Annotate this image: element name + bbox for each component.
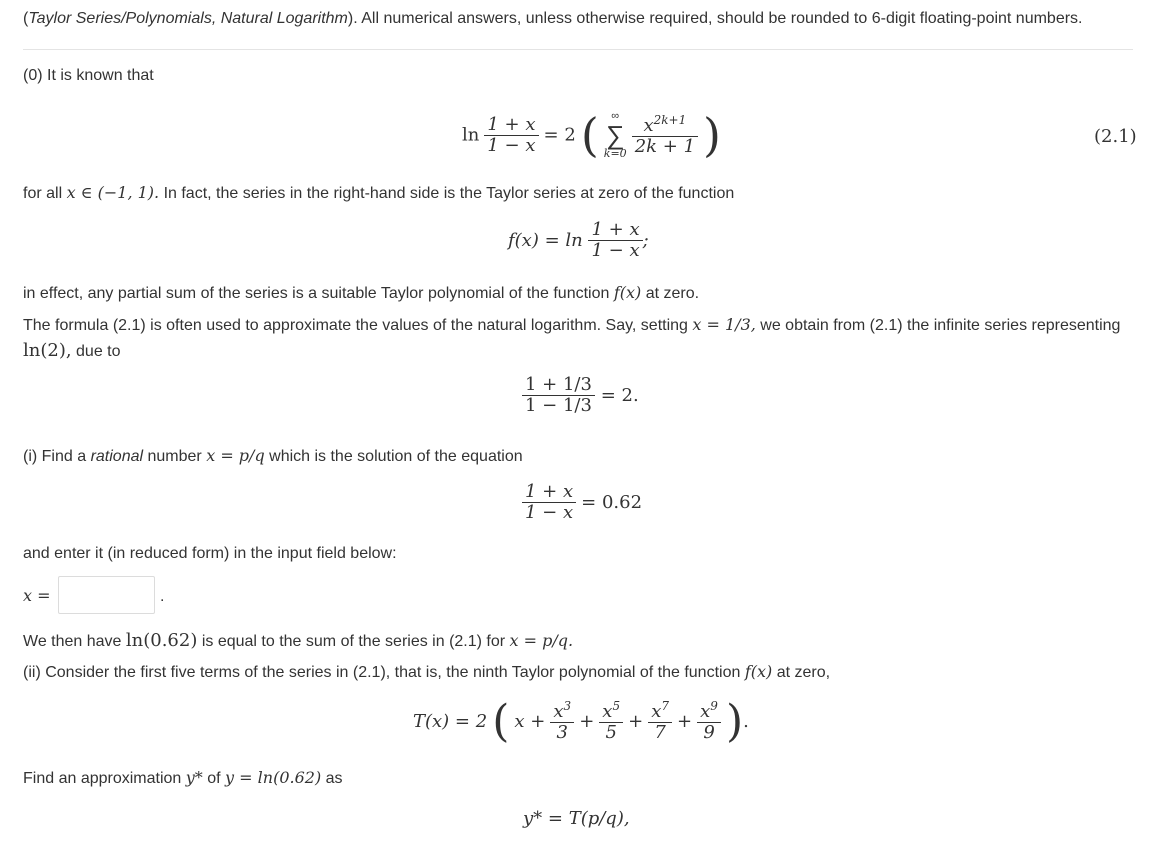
term-denominator: 2k + 1 bbox=[634, 135, 696, 157]
summation bbox=[604, 111, 627, 159]
third-result: = 2. bbox=[600, 384, 639, 406]
T-right-paren: ) bbox=[725, 696, 744, 747]
then-line bbox=[23, 630, 573, 651]
T3-exp: 3 bbox=[563, 699, 572, 714]
for-all-math: x ∈ (−1, 1). bbox=[66, 183, 160, 202]
then-pre: We then have bbox=[23, 633, 126, 650]
T9-den: 9 bbox=[703, 722, 715, 743]
T7-den: 7 bbox=[654, 722, 666, 743]
eq062-numerator: 1 + x bbox=[522, 482, 576, 503]
part1-math: x = p/q bbox=[206, 446, 265, 465]
T5-den: 5 bbox=[605, 722, 617, 743]
term-exponent: 2k+1 bbox=[653, 112, 687, 127]
part0-intro: (0) It is known that bbox=[23, 67, 154, 84]
T-plus-1: + bbox=[579, 711, 595, 732]
T9-base: x bbox=[700, 701, 711, 723]
header-line bbox=[23, 10, 1083, 28]
T5-exp: 5 bbox=[612, 699, 621, 714]
f-numerator: 1 + x bbox=[588, 220, 642, 241]
part1-pre: (i) Find a bbox=[23, 448, 91, 465]
T9-exp: 9 bbox=[710, 699, 718, 714]
T-plus-2: + bbox=[628, 711, 644, 732]
divider bbox=[23, 49, 1133, 50]
for-all-post: In fact, the series in the right-hand side is the Taylor series at zero of the function bbox=[159, 185, 735, 202]
term-numerator bbox=[632, 114, 698, 137]
part1-prompt bbox=[23, 446, 523, 466]
sum-sign: ∑ bbox=[605, 120, 625, 150]
sum-upper: ∞ bbox=[611, 110, 620, 122]
part2-prompt bbox=[23, 662, 830, 682]
ystar-equation: y* = T(p/q), bbox=[523, 808, 630, 829]
part2-pre: (ii) Consider the first five terms of the series in (2.1), that is, the ninth Taylor polynomial of the function bbox=[23, 664, 745, 681]
find-mid: of bbox=[202, 770, 226, 787]
sum-lower: k=0 bbox=[603, 147, 627, 160]
find-math2: y = ln(0.62) bbox=[225, 768, 322, 787]
eq062-value: = 0.62 bbox=[581, 491, 643, 513]
topic-text: Taylor Series/Polynomials, Natural Logarithm bbox=[28, 10, 348, 27]
find-line bbox=[23, 768, 343, 788]
right-paren: ) bbox=[703, 108, 721, 162]
T-term-3 bbox=[550, 700, 574, 743]
ln2-post: due to bbox=[71, 343, 121, 360]
T-term-5 bbox=[599, 700, 623, 743]
f-semicolon: ; bbox=[642, 229, 649, 251]
part2-math: f(x) bbox=[744, 662, 773, 681]
fraction-numerator: 1 + x bbox=[484, 115, 538, 136]
T-period: . bbox=[743, 711, 749, 732]
f-denominator: 1 − x bbox=[591, 239, 640, 261]
fraction-term bbox=[632, 114, 698, 157]
part1-em: rational bbox=[90, 448, 144, 465]
effect-math: f(x) bbox=[613, 283, 642, 302]
fraction-lhs bbox=[484, 115, 538, 156]
term-base: x bbox=[643, 114, 654, 136]
equation-number: (2.1) bbox=[1094, 126, 1137, 147]
part1-post: which is the solution of the equation bbox=[264, 448, 523, 465]
equals-two: = 2 bbox=[543, 124, 576, 146]
T5-base: x bbox=[602, 701, 613, 723]
find-post: as bbox=[321, 770, 343, 787]
topic-close: ). bbox=[347, 10, 358, 27]
eq062-fraction bbox=[522, 482, 576, 523]
part2-post: at zero, bbox=[772, 664, 831, 681]
part1-mid: number bbox=[143, 448, 207, 465]
answer-input[interactable] bbox=[58, 576, 155, 614]
topic-open: ( bbox=[23, 10, 29, 27]
formula-post: we obtain from (2.1) the infinite series representing bbox=[755, 317, 1121, 334]
equation-062 bbox=[522, 482, 642, 523]
instruction-text: All numerical answers, unless otherwise required, should be rounded to 6-digit floating-point numbers. bbox=[361, 10, 1083, 27]
eq062-denominator: 1 − x bbox=[525, 501, 574, 523]
find-math1: y* bbox=[185, 768, 203, 787]
T-x: x + bbox=[514, 711, 546, 732]
for-all-pre: for all bbox=[23, 185, 67, 202]
taylor-polynomial bbox=[413, 696, 749, 747]
then-math2: x = p/q. bbox=[509, 631, 574, 650]
T-term-7 bbox=[648, 700, 672, 743]
formula-line bbox=[23, 315, 1120, 335]
third-denominator: 1 − 1/3 bbox=[525, 394, 592, 416]
T-plus-3: + bbox=[677, 711, 693, 732]
T7-exp: 7 bbox=[661, 699, 670, 714]
f-definition bbox=[508, 220, 649, 261]
third-numerator: 1 + 1/3 bbox=[522, 375, 595, 396]
equation-2-1 bbox=[462, 108, 721, 162]
ln2-line bbox=[23, 340, 121, 361]
f-lhs: f(x) = ln bbox=[508, 229, 583, 251]
ln2-math: ln(2), bbox=[23, 340, 72, 361]
effect-pre: in effect, any partial sum of the series is a suitable Taylor polynomial of the function bbox=[23, 285, 614, 302]
effect-post: at zero. bbox=[641, 285, 700, 302]
find-pre: Find an approximation bbox=[23, 770, 186, 787]
fraction-denominator: 1 − x bbox=[487, 134, 536, 156]
ln-symbol: ln bbox=[462, 124, 480, 146]
formula-pre: The formula (2.1) is often used to approximate the values of the natural logarithm. Say, setting bbox=[23, 317, 693, 334]
left-paren: ( bbox=[580, 108, 599, 162]
third-fraction bbox=[522, 375, 595, 416]
T3-base: x bbox=[553, 701, 564, 723]
in-effect-line bbox=[23, 283, 699, 303]
enter-text: and enter it (in reduced form) in the input field below: bbox=[23, 545, 397, 562]
T-term-9 bbox=[697, 700, 721, 743]
for-all-line bbox=[23, 183, 734, 203]
f-fraction bbox=[588, 220, 642, 261]
T7-base: x bbox=[651, 701, 662, 723]
input-label: x = bbox=[23, 586, 51, 605]
then-math1: ln(0.62) bbox=[125, 630, 198, 651]
T-lhs: T(x) = 2 bbox=[413, 711, 488, 732]
third-equation bbox=[522, 375, 639, 416]
then-mid: is equal to the sum of the series in (2.1) for bbox=[197, 633, 510, 650]
T-left-paren: ( bbox=[492, 696, 510, 747]
input-period: . bbox=[160, 588, 165, 605]
T3-den: 3 bbox=[556, 722, 568, 743]
formula-math: x = 1/3, bbox=[692, 315, 756, 334]
